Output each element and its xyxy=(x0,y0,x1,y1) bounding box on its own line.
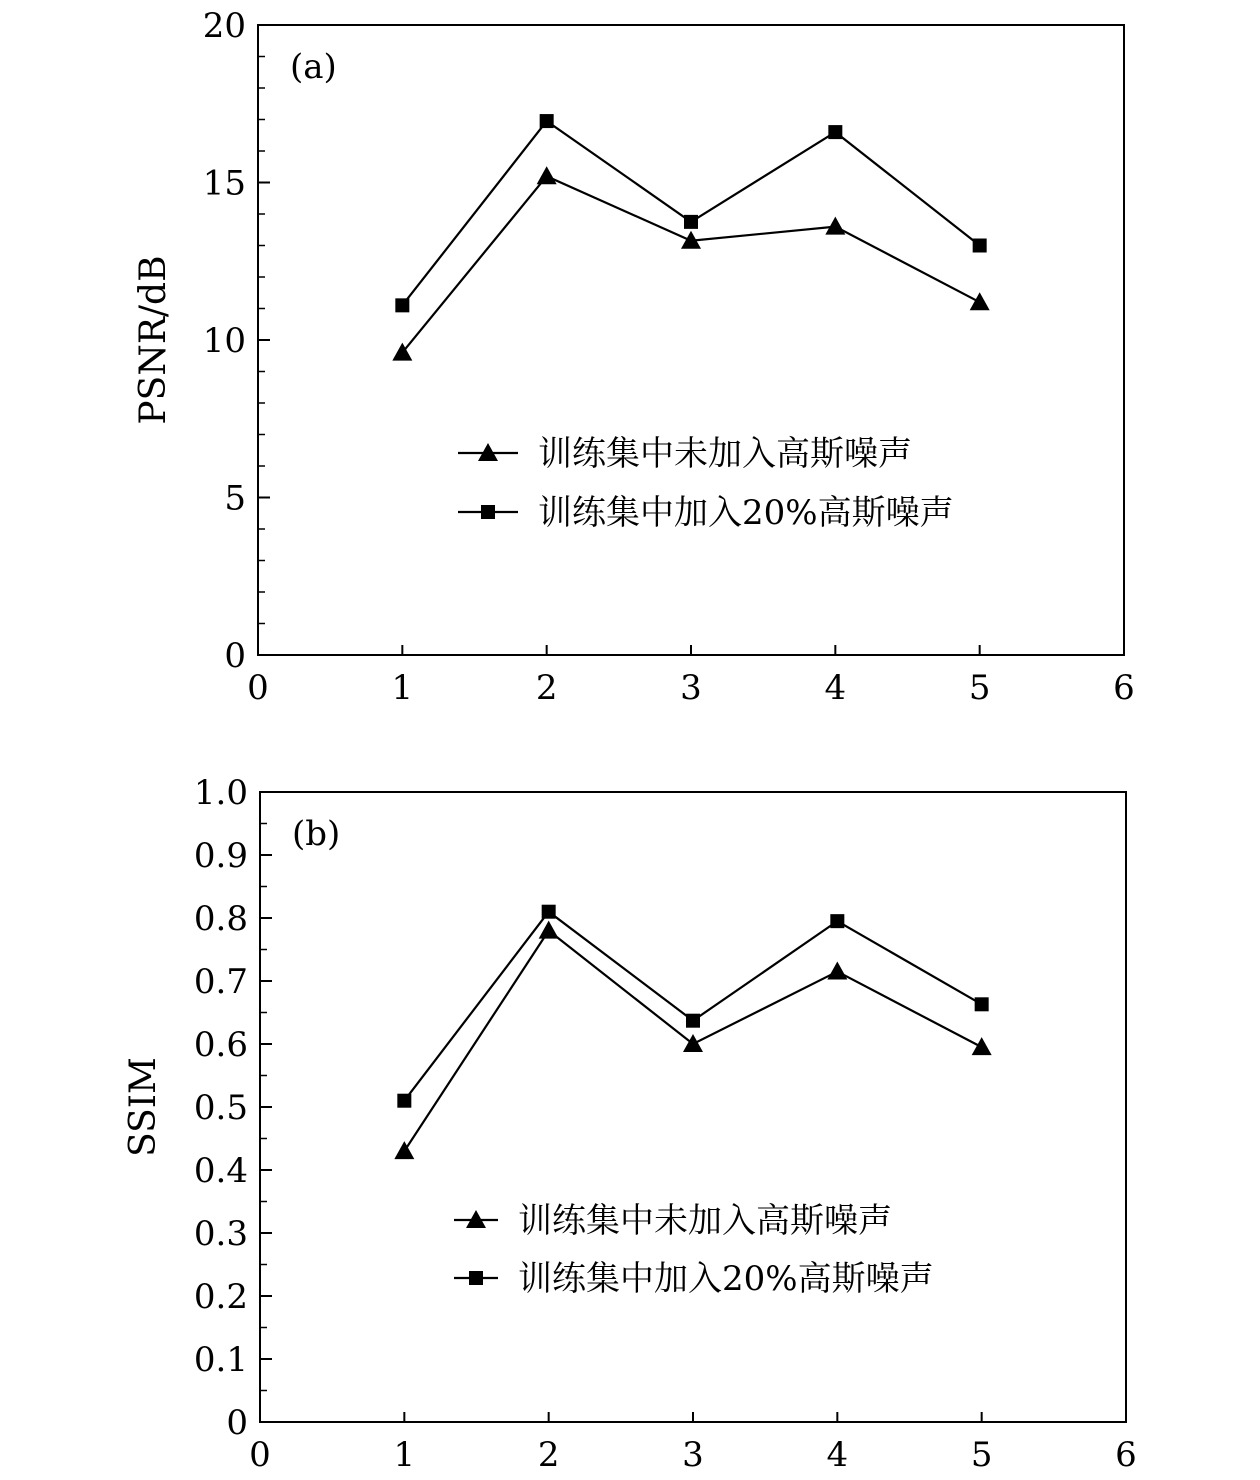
y-tick-label: 0.2 xyxy=(193,1277,248,1317)
legend-entry xyxy=(458,493,954,533)
y-tick-label: 0.5 xyxy=(193,1088,248,1128)
data-point-square xyxy=(395,298,409,312)
legend-label: 训练集中未加入高斯噪声 xyxy=(538,434,912,474)
x-tick-label: 4 xyxy=(824,668,847,708)
data-point-square xyxy=(830,914,844,928)
series-triangle xyxy=(392,166,989,360)
data-point-square xyxy=(684,215,698,229)
y-tick-label: 0.9 xyxy=(193,836,248,876)
y-tick-label: 0.4 xyxy=(193,1151,248,1191)
legend-label: 训练集中未加入高斯噪声 xyxy=(518,1201,892,1241)
legend-entry xyxy=(454,1259,934,1299)
series-square xyxy=(397,905,988,1108)
data-point-triangle xyxy=(825,217,845,235)
y-tick-label: 0.3 xyxy=(193,1214,248,1254)
chart-panel-b xyxy=(123,773,1137,1475)
data-point-triangle xyxy=(827,962,847,980)
data-point-square xyxy=(975,997,989,1011)
data-point-square xyxy=(540,114,554,128)
x-tick-label: 0 xyxy=(249,1435,271,1475)
series-line xyxy=(402,121,979,305)
y-tick-label: 0 xyxy=(226,1403,248,1443)
series-line xyxy=(402,176,979,352)
data-point-square xyxy=(828,125,842,139)
x-tick-label: 5 xyxy=(968,668,991,708)
x-tick-label: 0 xyxy=(247,668,269,708)
y-tick-label: 0 xyxy=(224,636,246,676)
data-point-triangle xyxy=(972,1037,992,1055)
data-point-square xyxy=(542,905,556,919)
data-point-triangle xyxy=(970,292,990,310)
x-tick-label: 4 xyxy=(826,1435,849,1475)
legend-entry xyxy=(454,1201,892,1241)
legend-marker-square xyxy=(469,1271,483,1285)
x-tick-label: 1 xyxy=(393,1435,416,1475)
y-tick-label: 15 xyxy=(202,163,246,204)
series-square xyxy=(395,114,986,312)
panel-label: (b) xyxy=(292,814,341,854)
series-triangle xyxy=(394,921,991,1160)
x-tick-label: 6 xyxy=(1113,668,1135,708)
legend-label: 训练集中加入20%高斯噪声 xyxy=(518,1259,934,1299)
data-point-triangle xyxy=(537,166,557,184)
y-tick-label: 0.1 xyxy=(193,1340,248,1380)
y-tick-label: 0.8 xyxy=(193,899,248,939)
y-tick-label: 10 xyxy=(202,321,246,361)
data-point-square xyxy=(686,1014,700,1028)
y-tick-label: 0.6 xyxy=(193,1025,248,1065)
data-point-triangle xyxy=(683,1034,703,1052)
legend-marker-square xyxy=(481,505,495,519)
x-tick-label: 3 xyxy=(680,668,702,708)
series-line xyxy=(404,912,981,1101)
data-point-triangle xyxy=(394,1141,414,1159)
panel-label: (a) xyxy=(290,47,337,87)
chart-panel-a xyxy=(133,6,1135,708)
y-axis-title: SSIM xyxy=(123,1057,164,1157)
plot-frame xyxy=(260,792,1126,1422)
legend-entry xyxy=(458,434,912,474)
y-tick-label: 5 xyxy=(224,478,246,519)
data-point-triangle xyxy=(539,921,559,939)
x-tick-label: 1 xyxy=(391,668,414,708)
data-point-square xyxy=(397,1094,411,1108)
x-tick-label: 3 xyxy=(682,1435,704,1475)
x-tick-label: 2 xyxy=(535,668,558,708)
y-axis-title: PSNR/dB xyxy=(133,255,174,425)
y-tick-label: 20 xyxy=(202,6,246,46)
y-tick-label: 0.7 xyxy=(193,962,248,1002)
x-tick-label: 2 xyxy=(537,1435,560,1475)
x-tick-label: 5 xyxy=(970,1435,993,1475)
x-tick-label: 6 xyxy=(1115,1435,1137,1475)
data-point-square xyxy=(973,239,987,253)
legend-label: 训练集中加入20%高斯噪声 xyxy=(538,493,954,533)
y-tick-label: 1.0 xyxy=(193,773,248,813)
plot-frame xyxy=(258,25,1124,655)
